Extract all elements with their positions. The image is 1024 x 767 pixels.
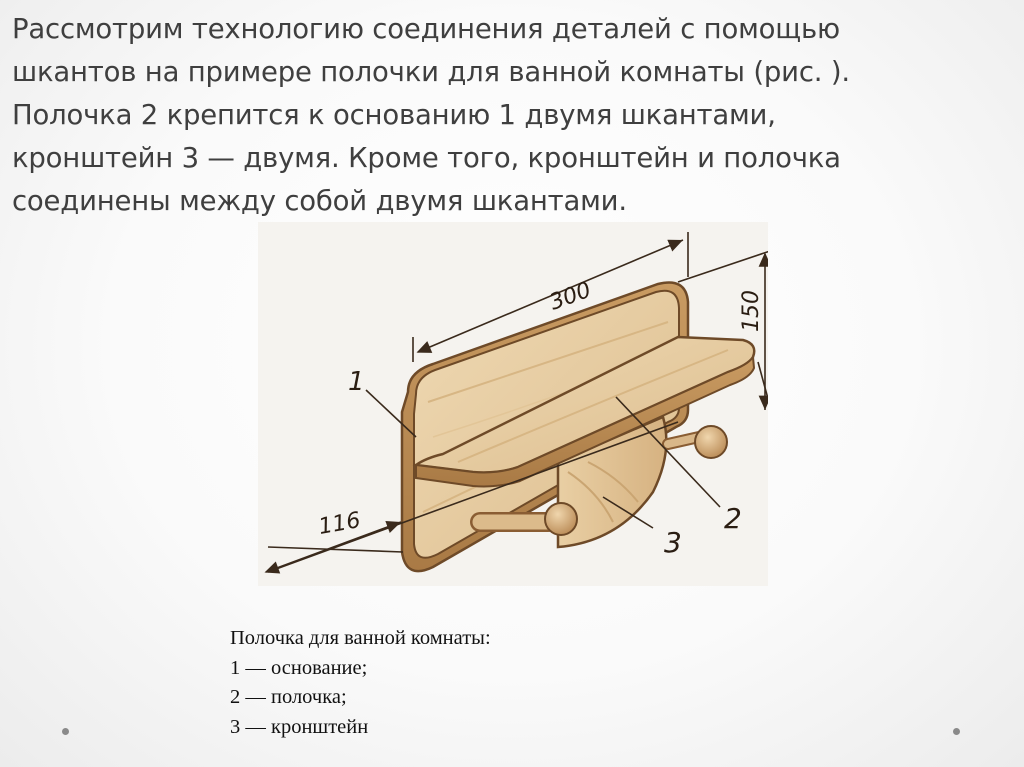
dimension-300: 300	[546, 277, 595, 316]
shelf-illustration	[258, 222, 768, 586]
body-line-4: кронштейн 3 — двумя. Кроме того, кронштейн и полочка	[12, 142, 841, 174]
figure-caption	[230, 624, 491, 742]
dimension-150: 150	[739, 290, 764, 332]
caption-item-3: 3 — кронштейн	[230, 715, 369, 738]
body-line-2: шкантов на примере полочки для ванной комнаты (рис. ).	[12, 56, 850, 88]
caption-item-2: 2 — полочка;	[230, 686, 347, 708]
part-label-1: 1	[348, 367, 365, 397]
nav-dot-right	[953, 728, 960, 735]
body-line-1: Рассмотрим технологию соединения деталей с помощью	[12, 13, 840, 45]
part-label-2: 2	[724, 502, 742, 535]
nav-dot-left	[62, 728, 69, 735]
part-label-3: 3	[664, 526, 682, 559]
shelf-drawing	[258, 222, 768, 586]
dimension-116: 116	[316, 507, 363, 540]
caption-item-1: 1 — основание;	[230, 656, 368, 679]
body-line-5: соединены между собой двумя шкантами.	[12, 185, 627, 217]
slide-body-text	[12, 8, 1012, 223]
body-line-3: Полочка 2 крепится к основанию 1 двумя шкантами,	[12, 99, 776, 131]
caption-title: Полочка для ванной комнаты:	[230, 627, 491, 649]
